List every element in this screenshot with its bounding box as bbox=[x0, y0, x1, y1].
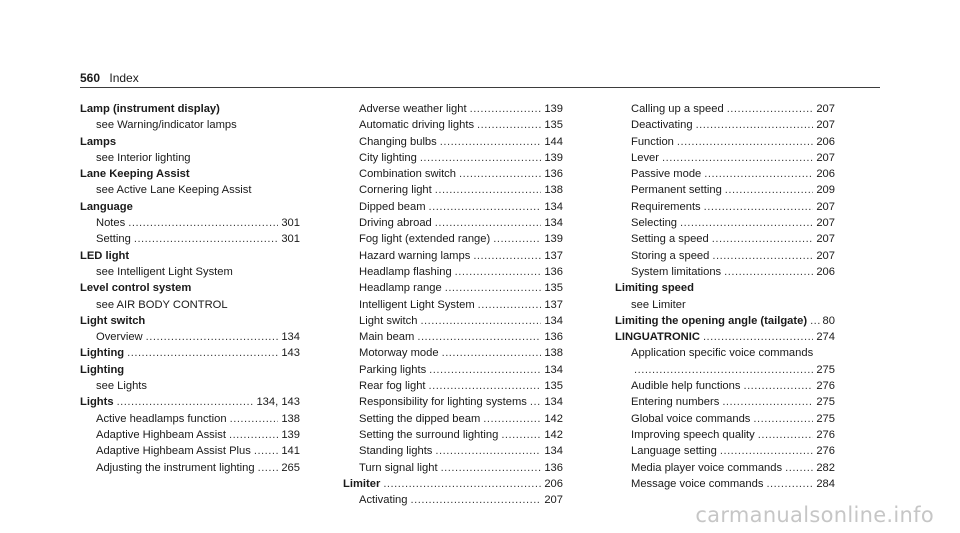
index-term bbox=[80, 362, 300, 378]
index-subentry bbox=[615, 101, 835, 117]
dot-leader bbox=[743, 378, 813, 394]
dot-leader bbox=[429, 362, 541, 378]
dot-leader bbox=[704, 166, 813, 182]
entry-text: Setting the surround lighting bbox=[359, 428, 499, 441]
dot-leader bbox=[753, 411, 813, 427]
dot-leader bbox=[429, 199, 542, 215]
entry-text: Language bbox=[80, 200, 133, 213]
index-term bbox=[80, 345, 300, 361]
index-column-2 bbox=[343, 101, 563, 508]
index-subentry bbox=[615, 345, 835, 361]
page-reference: 206 bbox=[544, 477, 563, 490]
entry-text: Light switch bbox=[359, 314, 418, 327]
dot-leader bbox=[420, 313, 541, 329]
index-column-3 bbox=[615, 101, 835, 492]
entry-text: Standing lights bbox=[359, 445, 433, 458]
dot-leader bbox=[128, 215, 278, 231]
dot-leader bbox=[440, 134, 542, 150]
entry-text: Combination switch bbox=[359, 168, 457, 181]
entry-text: Entering numbers bbox=[631, 396, 720, 409]
entry-text: Language setting bbox=[631, 445, 717, 458]
entry-text: System limitations bbox=[631, 265, 722, 278]
dot-leader bbox=[459, 166, 541, 182]
dot-leader bbox=[758, 427, 814, 443]
index-term bbox=[615, 329, 835, 345]
page-reference: 142 bbox=[544, 412, 563, 425]
page-reference: 265 bbox=[281, 461, 300, 474]
index-subentry bbox=[80, 182, 300, 198]
index-subentry bbox=[343, 150, 563, 166]
entry-text: Media player voice commands bbox=[631, 461, 783, 474]
entry-text: Hazard warning lamps bbox=[359, 249, 471, 262]
index-subentry bbox=[615, 182, 835, 198]
page-reference: 134 bbox=[544, 445, 563, 458]
dot-leader bbox=[420, 150, 542, 166]
dot-leader bbox=[146, 329, 279, 345]
entry-text: Light switch bbox=[80, 314, 146, 327]
entry-text: Driving abroad bbox=[359, 217, 432, 230]
entry-text: Selecting bbox=[631, 217, 678, 230]
entry-text: Lights bbox=[80, 396, 114, 409]
entry-text: Deactivating bbox=[631, 119, 693, 132]
dot-leader bbox=[230, 411, 279, 427]
dot-leader bbox=[127, 345, 278, 361]
entry-text: Intelligent Light System bbox=[359, 298, 475, 311]
dot-leader bbox=[473, 248, 541, 264]
index-subentry bbox=[343, 215, 563, 231]
index-entry bbox=[615, 329, 835, 492]
index-term bbox=[615, 280, 835, 296]
entry-text: Lighting bbox=[80, 347, 125, 360]
entry-text: Parking lights bbox=[359, 363, 427, 376]
page-reference: 134 bbox=[544, 396, 563, 409]
dot-leader bbox=[696, 117, 814, 133]
entry-text: Activating bbox=[359, 494, 408, 507]
entry-text: Requirements bbox=[631, 200, 701, 213]
dot-leader bbox=[766, 476, 813, 492]
entry-text: Limiting the opening angle (tailgate) bbox=[615, 314, 808, 327]
page-reference: 134 bbox=[544, 314, 563, 327]
entry-text: Function bbox=[631, 135, 674, 148]
entry-text: see Intelligent Light System bbox=[96, 265, 233, 278]
page-reference: 134 bbox=[544, 200, 563, 213]
entry-text: Changing bulbs bbox=[359, 135, 437, 148]
index-subentry bbox=[343, 394, 563, 410]
index-subentry bbox=[343, 329, 563, 345]
index-entry bbox=[80, 101, 300, 134]
entry-text: Notes bbox=[96, 217, 126, 230]
index-subentry bbox=[615, 378, 835, 394]
page-reference: 301 bbox=[281, 217, 300, 230]
index-term bbox=[80, 199, 300, 215]
dot-leader bbox=[483, 411, 541, 427]
page-reference: 135 bbox=[544, 380, 563, 393]
entry-text: Message voice commands bbox=[631, 477, 764, 490]
index-subentry bbox=[343, 297, 563, 313]
index-entry bbox=[80, 313, 300, 346]
index-subentry bbox=[343, 199, 563, 215]
dot-leader bbox=[493, 231, 541, 247]
entry-text: Permanent setting bbox=[631, 184, 722, 197]
index-column-1 bbox=[80, 101, 300, 476]
page-reference: 207 bbox=[816, 233, 835, 246]
page-reference: 138 bbox=[544, 184, 563, 197]
page-reference: 276 bbox=[816, 380, 835, 393]
page-reference: 207 bbox=[816, 151, 835, 164]
dot-leader bbox=[720, 443, 813, 459]
page-reference: 282 bbox=[816, 461, 835, 474]
index-subentry bbox=[615, 166, 835, 182]
entry-text: LINGUATRONIC bbox=[615, 331, 700, 344]
page-reference: 284 bbox=[816, 477, 835, 490]
index-subentry bbox=[615, 443, 835, 459]
page-reference: 206 bbox=[816, 135, 835, 148]
entry-text: Lighting bbox=[80, 363, 125, 376]
page-reference: 139 bbox=[544, 103, 563, 115]
index-subentry bbox=[615, 248, 835, 264]
index-subentry bbox=[615, 134, 835, 150]
dot-leader bbox=[634, 362, 813, 378]
entry-text: Headlamp flashing bbox=[359, 265, 452, 278]
index-subentry bbox=[80, 150, 300, 166]
index-subentry bbox=[343, 411, 563, 427]
entry-text: Rear fog light bbox=[359, 380, 426, 393]
entry-text: Lever bbox=[631, 151, 659, 164]
entry-text: Limiting speed bbox=[615, 282, 694, 295]
index-subentry bbox=[80, 117, 300, 133]
dot-leader bbox=[725, 182, 814, 198]
index-term bbox=[80, 280, 300, 296]
dot-leader bbox=[411, 492, 542, 508]
page-reference: 207 bbox=[816, 103, 835, 115]
dot-leader bbox=[134, 231, 278, 247]
page-reference: 139 bbox=[281, 428, 300, 441]
dot-leader bbox=[441, 460, 542, 476]
entry-text: Cornering light bbox=[359, 184, 432, 197]
page-reference: 142 bbox=[544, 428, 563, 441]
index-subentry bbox=[80, 231, 300, 247]
index-entry bbox=[80, 166, 300, 199]
index-subentry bbox=[343, 378, 563, 394]
entry-text: Setting the dipped beam bbox=[359, 412, 481, 425]
index-subentry bbox=[343, 134, 563, 150]
dot-leader bbox=[445, 280, 542, 296]
dot-leader bbox=[383, 476, 541, 492]
page-reference: 136 bbox=[544, 461, 563, 474]
index-subentry bbox=[80, 460, 300, 476]
dot-leader bbox=[477, 117, 541, 133]
dot-leader bbox=[478, 297, 542, 313]
index-subentry bbox=[343, 427, 563, 443]
index-entry bbox=[343, 476, 563, 509]
page-reference: 80 bbox=[822, 314, 835, 327]
entry-text: Overview bbox=[96, 331, 143, 344]
page-reference: 134 bbox=[544, 363, 563, 376]
entry-text: see Active Lane Keeping Assist bbox=[96, 184, 252, 197]
header-rule bbox=[80, 87, 880, 88]
entry-text: Setting a speed bbox=[631, 233, 709, 246]
page-reference: 138 bbox=[281, 412, 300, 425]
entry-text: see Limiter bbox=[631, 298, 686, 311]
page-reference: 136 bbox=[544, 168, 563, 181]
section-title: Index bbox=[109, 71, 139, 85]
entry-text: Storing a speed bbox=[631, 249, 710, 262]
index-term bbox=[80, 101, 300, 117]
index-subentry bbox=[343, 443, 563, 459]
page-reference: 274 bbox=[816, 331, 835, 344]
index-subentry bbox=[615, 231, 835, 247]
index-term bbox=[80, 248, 300, 264]
index-entry bbox=[80, 362, 300, 395]
entry-text: Setting bbox=[96, 233, 131, 246]
page-reference: 209 bbox=[816, 184, 835, 197]
entry-text: see Lights bbox=[96, 380, 147, 393]
page-reference: 275 bbox=[816, 412, 835, 425]
dot-leader bbox=[724, 264, 813, 280]
dot-leader bbox=[703, 329, 813, 345]
dot-leader bbox=[810, 313, 819, 329]
index-subentry bbox=[615, 264, 835, 280]
index-entry bbox=[80, 199, 300, 248]
index-subentry bbox=[615, 411, 835, 427]
dot-leader bbox=[435, 215, 542, 231]
dot-leader bbox=[704, 199, 814, 215]
entry-text: Level control system bbox=[80, 282, 192, 295]
entry-text: Adjusting the instrument lighting bbox=[96, 461, 255, 474]
dot-leader bbox=[435, 443, 541, 459]
index-subentry bbox=[343, 460, 563, 476]
entry-text: Application specific voice commands bbox=[631, 347, 814, 360]
entry-text: see Warning/indicator lamps bbox=[96, 119, 237, 132]
entry-text: Fog light (extended range) bbox=[359, 233, 491, 246]
entry-text: Calling up a speed bbox=[631, 103, 724, 115]
index-subentry bbox=[343, 345, 563, 361]
dot-leader bbox=[117, 394, 254, 410]
dot-leader bbox=[680, 215, 813, 231]
index-subentry bbox=[343, 492, 563, 508]
index-subentry bbox=[343, 182, 563, 198]
page-reference: 207 bbox=[816, 217, 835, 230]
index-entry bbox=[343, 101, 563, 476]
index-entry bbox=[615, 313, 835, 329]
page-reference: 136 bbox=[544, 265, 563, 278]
index-subentry bbox=[80, 378, 300, 394]
index-subentry bbox=[615, 460, 835, 476]
dot-leader bbox=[722, 394, 813, 410]
index-subentry bbox=[343, 166, 563, 182]
index-subentry bbox=[80, 427, 300, 443]
entry-text: see AIR BODY CONTROL bbox=[96, 298, 228, 311]
entry-text: Passive mode bbox=[631, 168, 702, 181]
entry-text: Adaptive Highbeam Assist bbox=[96, 428, 226, 441]
index-entry bbox=[80, 345, 300, 361]
index-term bbox=[80, 134, 300, 150]
page-reference: 136 bbox=[544, 331, 563, 344]
page-header bbox=[80, 70, 139, 86]
index-term bbox=[615, 313, 835, 329]
index-subentry bbox=[615, 476, 835, 492]
entry-text: Active headlamps function bbox=[96, 412, 227, 425]
index-subentry bbox=[615, 362, 835, 378]
entry-text: Dipped beam bbox=[359, 200, 426, 213]
page-number: 560 bbox=[80, 71, 101, 85]
page-reference: 206 bbox=[816, 168, 835, 181]
dot-leader bbox=[229, 427, 278, 443]
index-subentry bbox=[343, 264, 563, 280]
index-term bbox=[80, 166, 300, 182]
dot-leader bbox=[442, 345, 542, 361]
index-entry bbox=[80, 280, 300, 313]
entry-text: Lamp (instrument display) bbox=[80, 103, 220, 115]
entry-text: City lighting bbox=[359, 151, 417, 164]
watermark: carmanualsonline.info bbox=[695, 503, 934, 527]
index-subentry bbox=[615, 150, 835, 166]
page-reference: 144 bbox=[544, 135, 563, 148]
index-subentry bbox=[343, 313, 563, 329]
index-entry bbox=[615, 101, 835, 280]
index-entry bbox=[615, 280, 835, 313]
dot-leader bbox=[470, 101, 542, 117]
dot-leader bbox=[712, 231, 814, 247]
dot-leader bbox=[785, 460, 813, 476]
index-entry bbox=[80, 134, 300, 167]
page-reference: 301 bbox=[281, 233, 300, 246]
dot-leader bbox=[417, 329, 541, 345]
dot-leader bbox=[662, 150, 813, 166]
dot-leader bbox=[258, 460, 279, 476]
dot-leader bbox=[712, 248, 813, 264]
page-reference: 207 bbox=[544, 494, 563, 507]
index-term bbox=[80, 394, 300, 410]
dot-leader bbox=[429, 378, 542, 394]
dot-leader bbox=[727, 101, 814, 117]
index-subentry bbox=[343, 117, 563, 133]
index-subentry bbox=[343, 101, 563, 117]
entry-text: Main beam bbox=[359, 331, 415, 344]
index-term bbox=[343, 476, 563, 492]
page-reference: 275 bbox=[816, 396, 835, 409]
entry-text: Global voice commands bbox=[631, 412, 751, 425]
entry-text: Audible help functions bbox=[631, 380, 741, 393]
page-reference: 143 bbox=[281, 347, 300, 360]
page-reference: 137 bbox=[544, 249, 563, 262]
page-reference: 207 bbox=[816, 249, 835, 262]
page-reference: 141 bbox=[281, 445, 300, 458]
index-subentry bbox=[80, 329, 300, 345]
entry-text: Automatic driving lights bbox=[359, 119, 475, 132]
entry-text: Headlamp range bbox=[359, 282, 442, 295]
index-subentry bbox=[343, 280, 563, 296]
index-subentry bbox=[80, 411, 300, 427]
page-reference: 139 bbox=[544, 233, 563, 246]
index-subentry bbox=[615, 215, 835, 231]
page-reference: 207 bbox=[816, 119, 835, 132]
page-reference: 138 bbox=[544, 347, 563, 360]
entry-text: Adverse weather light bbox=[359, 103, 467, 115]
entry-text: Motorway mode bbox=[359, 347, 439, 360]
entry-text: Improving speech quality bbox=[631, 428, 755, 441]
index-subentry bbox=[343, 248, 563, 264]
entry-text: LED light bbox=[80, 249, 130, 262]
index-entry bbox=[80, 248, 300, 281]
index-subentry bbox=[80, 264, 300, 280]
entry-text: Adaptive Highbeam Assist Plus bbox=[96, 445, 251, 458]
index-subentry bbox=[343, 362, 563, 378]
page-reference: 139 bbox=[544, 151, 563, 164]
index-subentry bbox=[615, 297, 835, 313]
index-subentry bbox=[615, 199, 835, 215]
page-reference: 276 bbox=[816, 445, 835, 458]
entry-text: Lamps bbox=[80, 135, 117, 148]
page-reference: 134 bbox=[544, 217, 563, 230]
dot-leader bbox=[254, 443, 278, 459]
page-reference: 135 bbox=[544, 282, 563, 295]
page-reference: 137 bbox=[544, 298, 563, 311]
index-subentry bbox=[80, 297, 300, 313]
entry-text: Limiter bbox=[343, 477, 381, 490]
dot-leader bbox=[501, 427, 541, 443]
entry-text: Responsibility for lighting systems bbox=[359, 396, 527, 409]
dot-leader bbox=[435, 182, 542, 198]
index-entry bbox=[80, 394, 300, 475]
page-reference: 275 bbox=[816, 363, 835, 376]
index-subentry bbox=[615, 427, 835, 443]
index-subentry bbox=[80, 215, 300, 231]
page-reference: 206 bbox=[816, 265, 835, 278]
page-reference: 207 bbox=[816, 200, 835, 213]
page-reference: 134 bbox=[281, 331, 300, 344]
index-term bbox=[80, 313, 300, 329]
page-reference: 135 bbox=[544, 119, 563, 132]
dot-leader bbox=[530, 394, 541, 410]
entry-text: Turn signal light bbox=[359, 461, 438, 474]
dot-leader bbox=[455, 264, 542, 280]
page-reference: 134, 143 bbox=[256, 396, 300, 409]
entry-text: see Interior lighting bbox=[96, 151, 191, 164]
index-subentry bbox=[343, 231, 563, 247]
dot-leader bbox=[677, 134, 813, 150]
page-reference: 276 bbox=[816, 428, 835, 441]
entry-text: Lane Keeping Assist bbox=[80, 168, 190, 181]
index-subentry bbox=[615, 117, 835, 133]
index-subentry bbox=[80, 443, 300, 459]
index-subentry bbox=[615, 394, 835, 410]
